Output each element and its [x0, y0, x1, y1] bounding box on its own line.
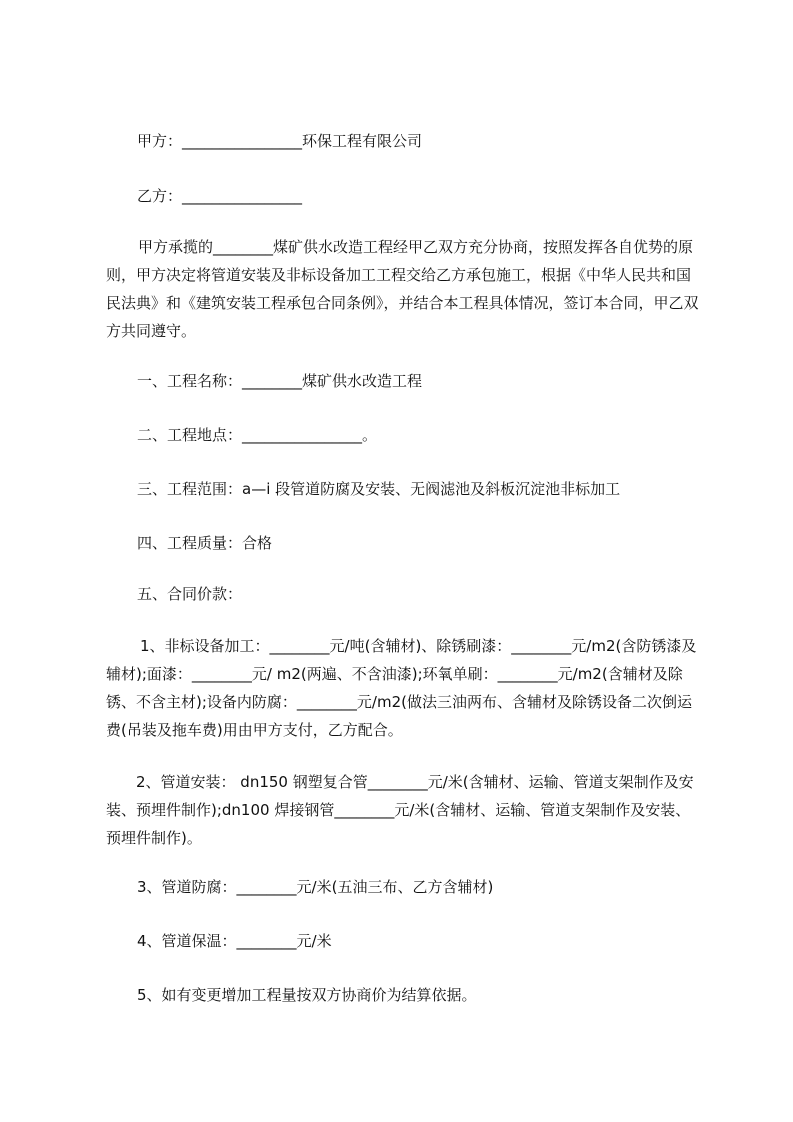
section-project-quality: 四、工程质量：合格	[137, 534, 273, 552]
section-project-scope: 三、工程范围：a—i 段管道防腐及安装、无阀滤池及斜板沉淀池非标加工	[137, 480, 621, 498]
section-contract-price: 五、合同价款：	[137, 585, 243, 603]
party-b-line: 乙方：________________	[137, 187, 303, 205]
price-item-pipe-anticorrosion: 3、管道防腐：________元/米(五油三布、乙方含辅材)	[137, 878, 494, 896]
section-project-location: 二、工程地点：________________。	[137, 426, 378, 444]
section-project-name: 一、工程名称：________煤矿供水改造工程	[137, 372, 423, 390]
party-a-line: 甲方：________________环保工程有限公司	[137, 132, 423, 150]
price-item-pipe-insulation: 4、管道保温：________元/米	[137, 932, 332, 950]
price-item-pipe-installation: 2、管道安装： dn150 钢塑复合管________元/米(含辅材、运输、管道支架制作及安装、预埋件制作);dn100 焊接钢管________元/米(含辅材、运输、管道支架制作及安装、预埋件制作)。	[106, 773, 694, 847]
price-item-nonstandard-equipment: 1、非标设备加工：________元/吨(含辅材)、除锈刷漆：________元/m2(含防锈漆及辅材);面漆：________元/ m2(两遍、不含油漆);环氧单刷：________元/m2(含辅材及除锈、不含主材);设备内防腐：________元/m2(做法三油两布、含辅材及除锈设备二次倒运费(吊装及拖车费)用由甲方支付，乙方配合。	[106, 637, 697, 739]
price-item-change-settlement: 5、如有变更增加工程量按双方协商价为结算依据。	[137, 986, 477, 1004]
intro-paragraph: 甲方承揽的________煤矿供水改造工程经甲乙双方充分协商，按照发挥各自优势的原则，甲方决定将管道安装及非标设备加工工程交给乙方承包施工，根据《中华人民共和国民法典》和《建筑安装工程承包合同条例》，并结合本工程具体情况，签订本合同，甲乙双方共同遵守。	[106, 238, 699, 340]
